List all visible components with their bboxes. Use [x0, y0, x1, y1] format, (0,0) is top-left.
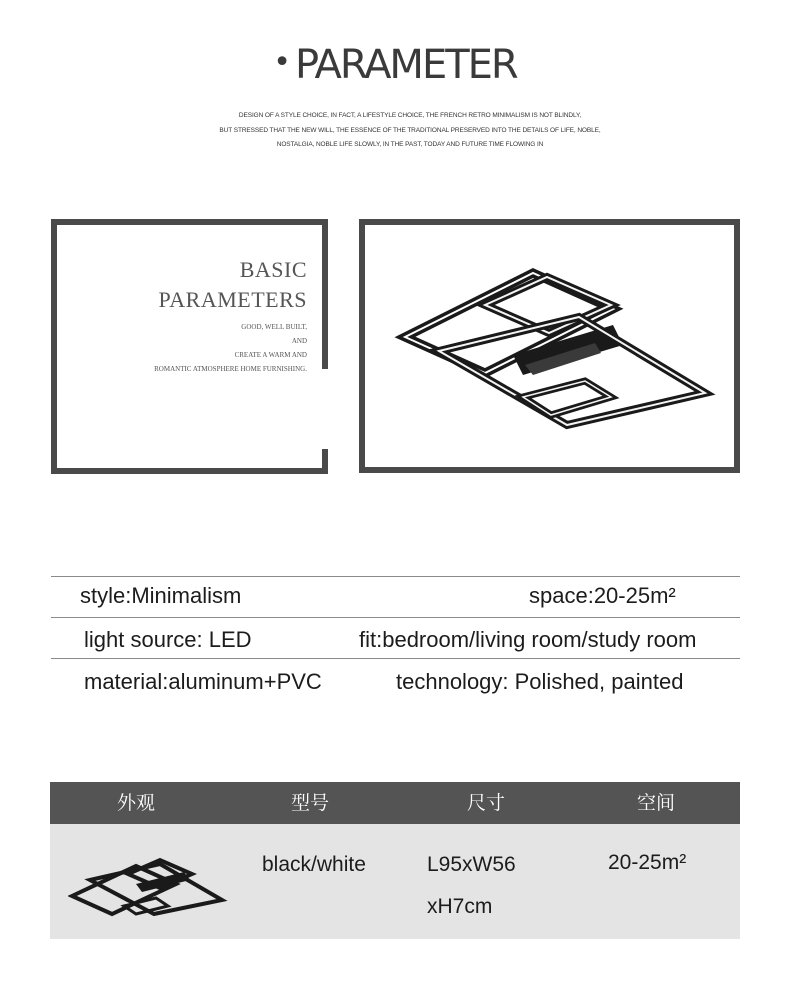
text-line: AND	[291, 337, 307, 345]
text-line: ROMANTIC ATMOSPHERE HOME FURNISHING.	[154, 365, 307, 373]
table-row	[50, 824, 740, 939]
text-line: CREATE A WARM AND	[234, 351, 307, 359]
cell-size-line2: xH7cm	[427, 895, 493, 918]
spec-fit: fit:bedroom/living room/study room	[359, 627, 697, 652]
title-bullet: •	[273, 45, 289, 80]
text-line: GOOD, WELL BUILT,	[241, 323, 307, 331]
spec-technology: technology: Polished, painted	[396, 669, 684, 694]
product-photo-box	[359, 219, 740, 473]
header-size: 尺寸	[466, 792, 505, 814]
description-line: NOSTALGIA, NOBLE LIFE SLOWLY, IN THE PAST, TODAY AND FUTURE TIME FLOWING IN	[276, 141, 544, 148]
spec-divider	[51, 658, 740, 659]
title-text: PARAMETER	[294, 42, 517, 88]
description-line: BUT STRESSED THAT THE NEW WILL, THE ESSENCE OF THE TRADITIONAL PRESERVED INTO THE DETAILS OF LIFE, NOBLE,	[219, 126, 601, 134]
header-description	[150, 109, 670, 153]
ceiling-lamp-thumbnail-icon	[68, 844, 228, 924]
ceiling-lamp-icon	[365, 225, 734, 467]
page-title	[0, 42, 790, 88]
spec-space: space:20-25m²	[529, 583, 676, 608]
spec-style: style:Minimalism	[80, 583, 242, 608]
header-appearance: 外观	[116, 792, 155, 814]
spec-light-source: light source: LED	[84, 627, 252, 652]
table-header	[50, 782, 740, 824]
basic-parameters-box	[51, 219, 328, 474]
frame-gap	[315, 369, 329, 449]
spec-divider	[51, 576, 740, 577]
spec-divider	[51, 617, 740, 618]
header-model: 型号	[290, 792, 329, 814]
cell-size-line1: L95xW56	[427, 853, 516, 876]
basic-parameters-heading	[159, 255, 307, 315]
spec-material: material:aluminum+PVC	[84, 669, 322, 694]
basic-parameters-text	[148, 320, 307, 376]
cell-model: black/white	[262, 853, 366, 876]
heading-line: BASIC	[239, 257, 307, 282]
description-line: DESIGN OF A STYLE CHOICE, IN FACT, A LIFESTYLE CHOICE, THE FRENCH RETRO MINIMALISM IS NOT BLINDLY,	[238, 112, 582, 119]
cell-space: 20-25m²	[608, 851, 687, 874]
heading-line: PARAMETERS	[158, 287, 307, 312]
header-space: 空间	[636, 792, 675, 814]
